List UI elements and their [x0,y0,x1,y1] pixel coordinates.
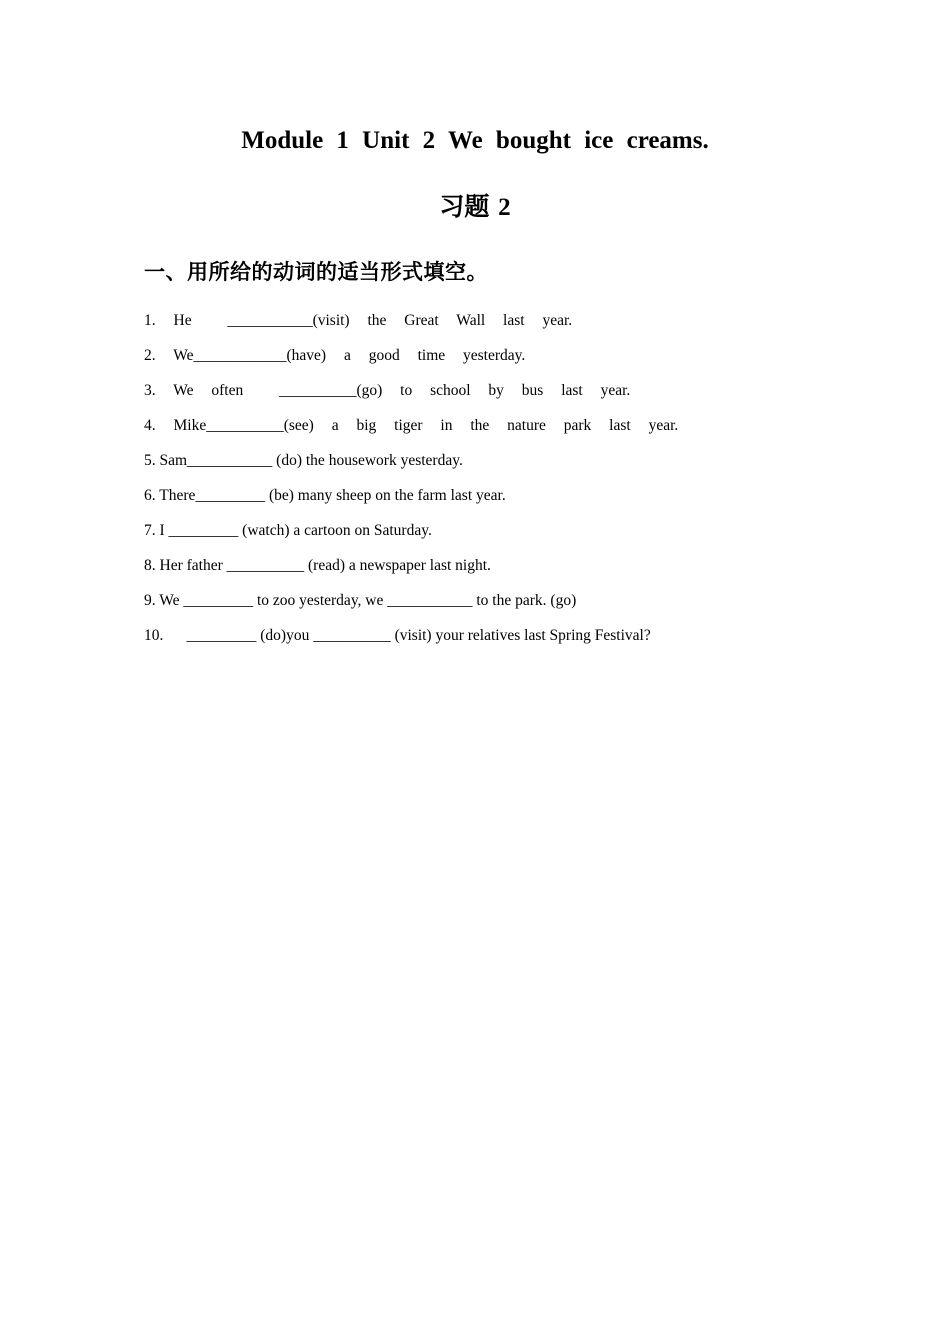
question-item: 8. Her father __________ (read) a newspaper last night. [144,557,491,574]
exercise-subtitle-number: 2 [498,194,511,221]
question-list [144,306,824,656]
exercise-subtitle [0,190,950,225]
question-item: 9. We _________ to zoo yesterday, we ___________ to the park. (go) [144,592,577,609]
page-title: Module 1 Unit 2 We bought ice creams. [241,127,709,154]
question-item: 2. We____________(have) a good time yesterday. [144,347,526,364]
section-heading: 一、用所给的动词的适当形式填空。 [144,260,488,284]
question-item: 5. Sam___________ (do) the housework yesterday. [144,452,463,469]
exercise-subtitle-label: 习题 [439,192,490,221]
question-item: 3. We often __________(go) to school by bus last year. [144,382,631,399]
question-item: 7. I _________ (watch) a cartoon on Saturday. [144,522,432,539]
question-item: 1. He ___________(visit) the Great Wall last year. [144,312,573,329]
question-item: 4. Mike__________(see) a big tiger in the nature park last year. [144,417,679,434]
question-item: 10. _________ (do)you __________ (visit) your relatives last Spring Festival? [144,627,651,644]
question-item: 6. There_________ (be) many sheep on the farm last year. [144,487,506,504]
